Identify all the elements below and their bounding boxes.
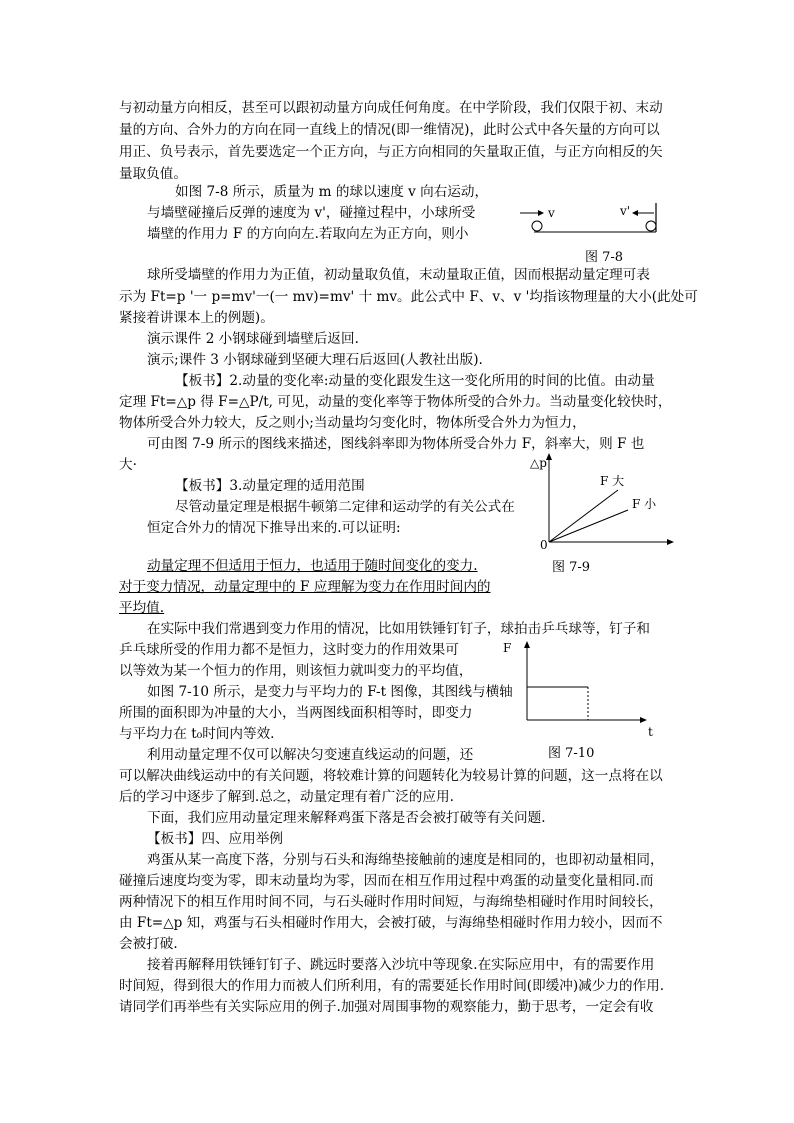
paragraph-line: 演示;课件 3 小钢球碰到坚硬大理石后返回(人教社出版). [147, 352, 483, 368]
figure-7-10-caption: 图 7-10 [548, 746, 595, 761]
ball-left [532, 221, 542, 231]
paragraph-line: 恒定合外力的情况下推导出来的.可以证明: [147, 520, 401, 536]
paragraph-line: 【板书】2.动量的变化率:动量的变化跟发生这一变化所用的时间的比值。由动量 [175, 373, 655, 389]
origin-label: 0 [540, 538, 548, 552]
paragraph-line: 物体所受合外力较大，反之则小;当动量均匀变化时，物体所受合外力为恒力， [119, 415, 586, 431]
paragraph-line: 接着再解释用铁锤钉钉子、跳远时要落入沙坑中等现象.在实际应用中，有的需要作用 [147, 957, 655, 973]
paragraph-line-underlined: 动量定理不但适用于恒力，也适用于随时间变化的变力. [147, 558, 478, 574]
f-small-label: F 小 [632, 497, 657, 511]
paragraph-line-underlined: 对于变力情况，动量定理中的 F 应理解为变力在作用时间内的 [119, 579, 491, 595]
paragraph-line: 会被打破. [119, 936, 178, 952]
paragraph-line: 请同学们再举些有关实际应用的例子.加强对周围事物的观察能力，勤于思考，一定会有收 [119, 999, 654, 1015]
paragraph-line: 两种情况下的相互作用时间不同，与石头碰时作用时间短，与海绵垫相碰时作用时间较长， [119, 894, 663, 910]
paragraph-line: 与初动量方向相反，甚至可以跟初动量方向成任何角度。在中学阶段，我们仅限于初、末动 [119, 100, 663, 116]
v2-label: v' [620, 204, 631, 218]
arrow-left-head [632, 210, 638, 216]
figure-7-9 [530, 452, 680, 552]
paragraph-line: 与墙壁碰撞后反弹的速度为 v'，碰撞过程中，小球所受 [147, 205, 476, 221]
y-axis-arrow [524, 641, 530, 648]
paragraph-line: 可以解决曲线运动中的有关问题，将较难计算的问题转化为较易计算的问题，这一点将在以 [119, 768, 663, 784]
y-axis-label: F [503, 641, 512, 655]
x-axis-label: t [648, 725, 653, 739]
paragraph-line: 量的方向、合外力的方向在同一直线上的情况(即一维情况)，此时公式中各矢量的方向可以 [119, 122, 660, 138]
y-axis-label: △p [530, 456, 547, 470]
paragraph-line: 示为 Ft=p '一 p=mv'一(一 mv)=mv' 十 mv。此公式中 F、v、v '均指该物理量的大小(此处可 [119, 289, 698, 305]
paragraph-line: 定理 Ft=△p 得 F=△P/t, 可见，动量的变化率等于物体所受的合外力。当动量变化较快时， [119, 394, 672, 410]
paragraph-line: 后的学习中逐步了解到.总之，动量定理有着广泛的应用. [119, 789, 454, 805]
paragraph-line: 如图 7-10 所示，是变力与平均力的 F-t 图像，其图线与横轴 [147, 684, 513, 700]
paragraph-line: 乒乓球所受的作用力都不是恒力，这时变力的作用效果可 [119, 642, 459, 658]
f-big-label: F 大 [600, 474, 625, 488]
paragraph-line: 大· [119, 457, 137, 473]
paragraph-line: 鸡蛋从某一高度下落，分别与石头和海绵垫接触前的速度是相同的，也即初动量相同， [147, 852, 664, 868]
paragraph-line: 紧接着讲课本上的例题)。 [119, 310, 274, 326]
paragraph-line: 以等效为某一个恒力的作用，则该恒力就叫变力的平均值， [119, 663, 473, 679]
paragraph-line: 所围的面积即为冲量的大小，当两图线面积相等时，即变力 [119, 705, 473, 721]
paragraph-line: 球所受墙壁的作用力为正值，初动量取负值，末动量取正值，因而根据动量定理可表 [147, 267, 650, 283]
paragraph-line: 下面，我们应用动量定理来解释鸡蛋下落是否会被打破等有关问题. [147, 810, 546, 826]
paragraph-line: 时间短，得到很大的作用力而被人们所利用，有的需要延长作用时间(即缓冲)减少力的作用. [119, 978, 665, 994]
v-label: v [548, 206, 555, 220]
line-f-small [549, 510, 628, 542]
paragraph-line: 量取负值。 [119, 166, 187, 182]
paragraph-line: 碰撞后速度均变为零，即末动量均为零，因而在相互作用过程中鸡蛋的动量变化量相同.而 [119, 873, 654, 889]
paragraph-line-underlined: 平均值. [119, 600, 165, 616]
paragraph-line: 如图 7-8 所示，质量为 m 的球以速度 v 向右运动， [175, 184, 489, 200]
line-f-big [549, 490, 618, 542]
figure-7-8-caption: 图 7-8 [585, 250, 624, 265]
paragraph-line: 与平均力在 t₀时间内等效. [119, 726, 275, 742]
figure-7-8 [520, 195, 665, 240]
x-axis-arrow [640, 717, 647, 723]
paragraph-line: 利用动量定理不仅可以解决匀变速直线运动的问题，还 [147, 747, 474, 763]
figure-7-9-caption: 图 7-9 [552, 560, 591, 575]
paragraph-line: 在实际中我们常遇到变力作用的情况，比如用铁锤钉钉子，球拍击乒乓球等，钉子和 [147, 621, 650, 637]
paragraph-line: 演示课件 2 小钢球碰到墙壁后返回. [147, 331, 359, 347]
x-axis-arrow [667, 539, 674, 545]
ball-right [646, 221, 656, 231]
paragraph-line: 尽管动量定理是根据牛顿第二定律和运动学的有关公式在 [175, 499, 515, 515]
paragraph-line: 用正、负号表示，首先要选定一个正方向，与正方向相同的矢量取正值，与正方向相反的矢 [119, 144, 663, 160]
paragraph-line: 【板书】四、应用举例 [147, 831, 283, 847]
figure-7-10 [500, 640, 660, 740]
paragraph-line: 【板书】3.动量定理的适用范围 [175, 478, 365, 494]
arrow-right-head [538, 210, 544, 216]
paragraph-line: 由 Ft=△p 知，鸡蛋与石头相碰时作用大，会被打破，与海绵垫相碰时作用力较小，因而不 [119, 915, 663, 931]
paragraph-line: 可由图 7-9 所示的图线来描述，图线斜率即为物体所受合外力 F，斜率大，则 F 也 [147, 436, 645, 452]
paragraph-line: 墙壁的作用力 F 的方向向左.若取向左为正方向，则小 [147, 226, 469, 242]
